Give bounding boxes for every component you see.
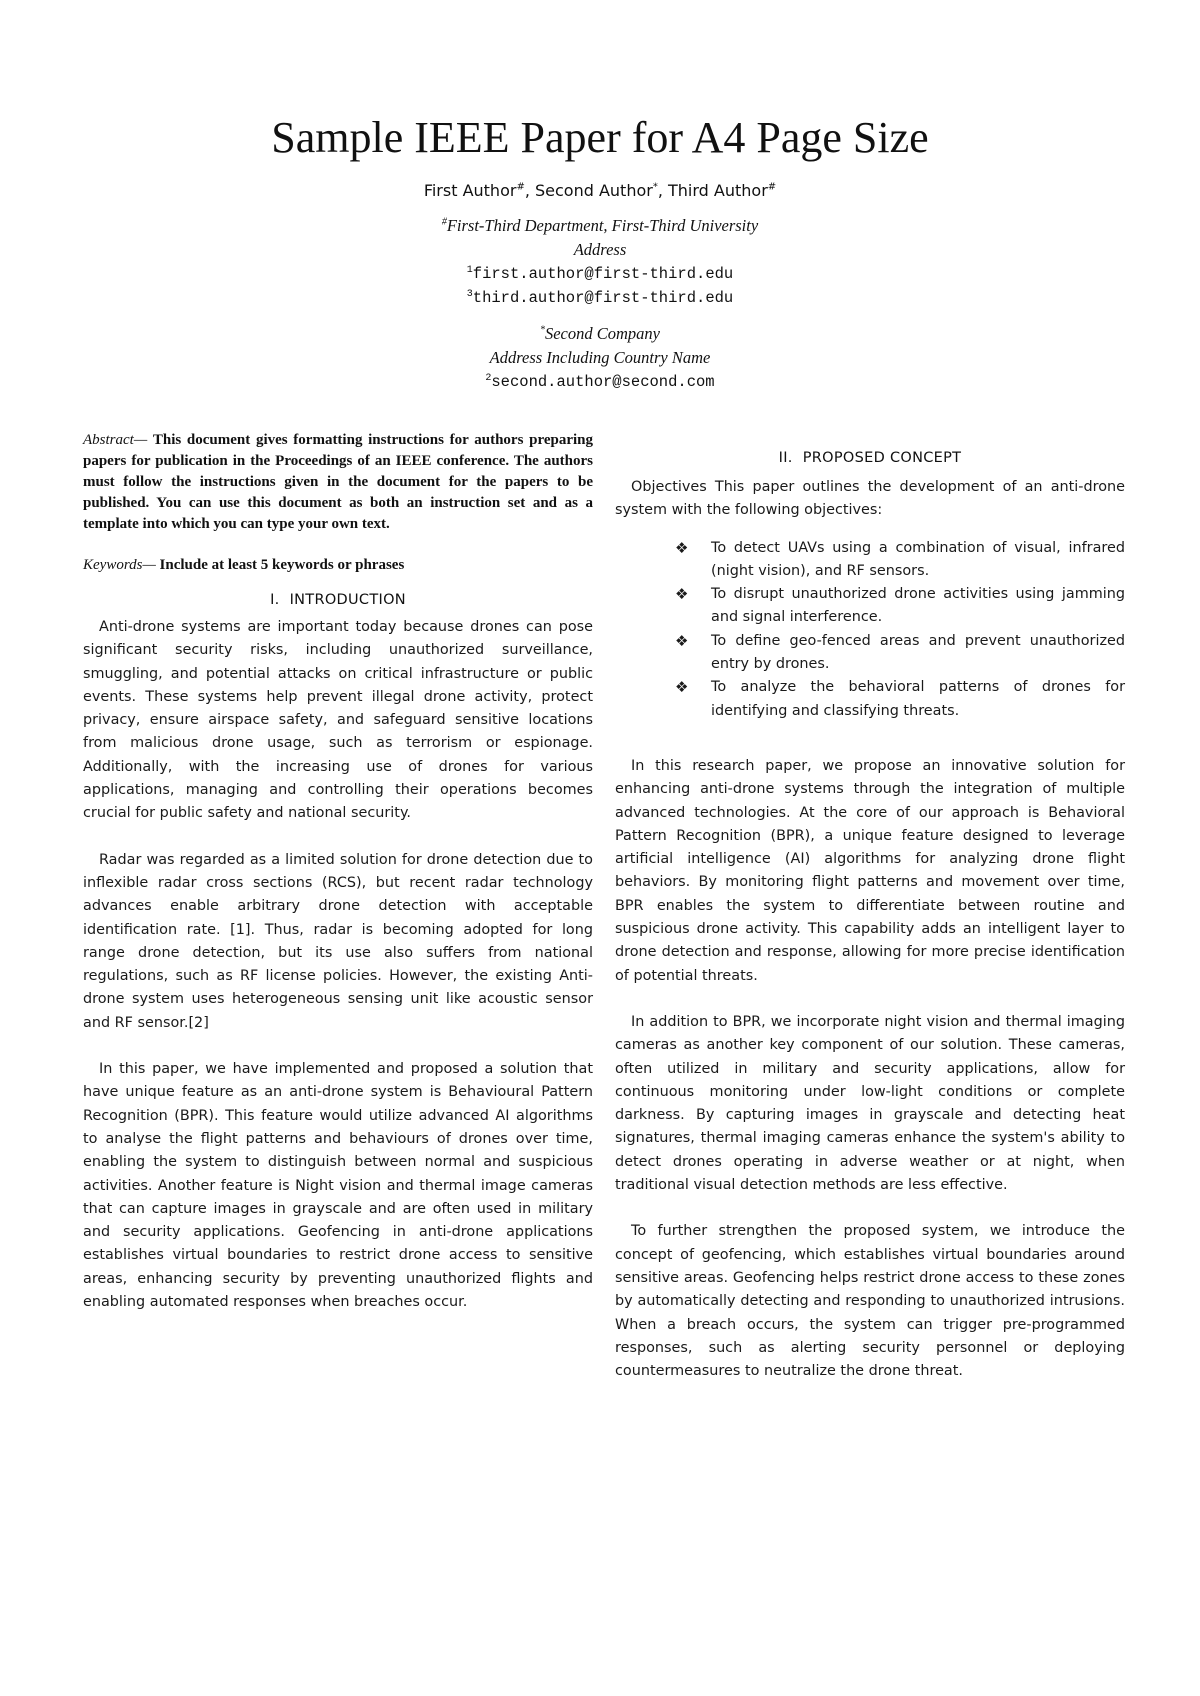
intro-paragraph-3: In this paper, we have implemented and proposed a solution that have unique feature as an anti-drone system is Behavioural Pattern Recognition (BPR). This feature would utilize advanced AI algorithms to analyse the flight patterns and behaviours of drones over time, enabling the system to distinguish between normal and suspicious activities. Another feature is Night vision and thermal image cameras that can capture images in grayscale and are often used in military and security applications. Geofencing in anti-drone applications establishes virtual boundaries to restrict drone access to sensitive areas, enhancing security by preventing unauthorized flights and enabling automated responses when breaches occur. xyxy=(83,1061,593,1311)
email-first-author[interactable]: first.author@first-third.edu xyxy=(472,265,734,283)
abstract-label: Abstract xyxy=(83,432,134,448)
author-second-marker: * xyxy=(652,181,658,193)
abstract xyxy=(83,430,593,535)
diamond-bullet-icon: ❖ xyxy=(675,538,689,557)
keywords-label: Keywords xyxy=(83,557,143,573)
keywords xyxy=(83,555,593,576)
author-second: Second Author xyxy=(535,181,653,200)
email-third-author[interactable]: third.author@first-third.edu xyxy=(472,289,734,307)
paper-title: Sample IEEE Paper for A4 Page Size xyxy=(271,113,929,162)
email-1-marker: 1 xyxy=(466,264,473,276)
section-title: INTRODUCTION xyxy=(289,592,406,608)
section-number: I. xyxy=(270,592,280,608)
email-3-marker: 3 xyxy=(466,288,473,300)
concept-paragraph-2: In addition to BPR, we incorporate night vision and thermal imaging cameras as another key component of our solution. These cameras, often utilized in military and security applications, allow for continuous monitoring under low-light conditions or complete darkness. By capturing images in grayscale and detecting heat signatures, thermal imaging cameras enhance the system's ability to detect drones operating in adverse weather or at night, when traditional visual detection methods are less effective. xyxy=(615,1013,1125,1194)
section-heading-proposed-concept xyxy=(615,448,1125,468)
section-number: II. xyxy=(778,450,793,466)
list-item: ❖ To analyze the behavioral patterns of drones for identifying and classifying threats. xyxy=(675,678,1125,719)
diamond-bullet-icon: ❖ xyxy=(675,678,689,697)
author-first-marker: # xyxy=(516,181,525,193)
affiliation-2-marker: * xyxy=(539,324,545,336)
objectives-list xyxy=(615,537,1125,723)
left-column xyxy=(83,430,593,1314)
section-title: PROPOSED CONCEPT xyxy=(802,450,962,466)
diamond-bullet-icon: ❖ xyxy=(675,585,689,604)
author-third: Third Author xyxy=(668,181,768,200)
affiliation-1-address: Address xyxy=(573,240,627,259)
affiliation-1-marker: # xyxy=(441,216,447,228)
author-separator: , xyxy=(657,181,669,200)
concept-paragraph-3: To further strengthen the proposed system, we introduce the concept of geofencing, which establishes virtual boundaries around sensitive areas. Geofencing helps restrict drone access to these zones by automatically detecting and responding to unauthorized intrusions. When a breach occurs, the system can trigger pre-programmed responses, such as alerting security personnel or deploying countermeasures to neutralize the drone threat. xyxy=(615,1223,1125,1380)
email-2-marker: 2 xyxy=(485,372,492,384)
right-column xyxy=(615,430,1125,1383)
list-item: ❖ To define geo-fenced areas and prevent unauthorized entry by drones. xyxy=(675,631,1125,673)
abstract-text: This document gives formatting instructions for authors preparing papers for publication in the Proceedings of an IEEE conference. The authors must follow the instructions given in the document for the papers to be published. You can use this document as both an instruction set and as a template into which you can type your own text. xyxy=(83,432,593,532)
objectives-intro: Objectives This paper outlines the development of an anti-drone system with the following objectives: xyxy=(615,479,1125,519)
section-heading-introduction xyxy=(83,590,593,610)
intro-paragraph-2: Radar was regarded as a limited solution for drone detection due to inflexible radar cross sections (RCS), but recent radar technology advances enable arbitrary drone detection with acceptable identification rate. [1]. Thus, radar is becoming adopted for long range drone detection, but its use also suffers from national regulations, such as RF license policies. However, the existing Anti-drone system uses heterogeneous sensing unit like acoustic sensor and RF sensor.[2] xyxy=(83,851,593,1031)
list-item: ❖ To detect UAVs using a combination of visual, infrared (night vision), and RF sensors. xyxy=(675,538,1125,579)
abstract-dash: — xyxy=(133,432,153,448)
author-third-marker: # xyxy=(767,181,777,193)
author-separator: , xyxy=(524,181,535,200)
keywords-text: Include at least 5 keywords or phrases xyxy=(159,557,405,573)
author-first: First Author xyxy=(423,181,517,200)
intro-paragraph-1: Anti-drone systems are important today because drones can pose significant security risks, including unauthorized surveillance, smuggling, and potential attacks on critical infrastructure or public events. These systems help prevent illegal drone activity, protect privacy, ensure airspace safety, and safeguard sensitive locations from malicious drone usage, such as terrorism or espionage. Additionally, with the increasing use of drones for various applications, managing and controlling their operations becomes crucial for public safety and national security. xyxy=(83,619,593,822)
author-line xyxy=(0,180,1200,202)
diamond-bullet-icon: ❖ xyxy=(675,631,689,650)
affiliation-2-address: Address Including Country Name xyxy=(489,348,711,367)
concept-paragraph-1: In this research paper, we propose an innovative solution for enhancing anti-drone systems through the integration of multiple advanced technologies. At the core of our approach is Behavioral Pattern Recognition (BPR), a unique feature designed to leverage artificial intelligence (AI) algorithms for analyzing drone flight behaviors. By monitoring flight patterns and movement over time, BPR enables the system to differentiate between routine and suspicious drone activity. This capability adds an intelligent layer to drone detection and response, allowing for more precise identification of potential threats. xyxy=(615,757,1125,984)
affiliation-block-1 xyxy=(0,214,1200,310)
affiliation-block-2 xyxy=(0,322,1200,394)
keywords-dash: — xyxy=(142,557,160,573)
email-second-author[interactable]: second.author@second.com xyxy=(491,373,715,391)
list-item: ❖ To disrupt unauthorized drone activities using jamming and signal interference. xyxy=(675,585,1125,626)
affiliation-2-company: Second Company xyxy=(544,324,661,343)
affiliation-1-department: First-Third Department, First-Third University xyxy=(446,216,759,235)
